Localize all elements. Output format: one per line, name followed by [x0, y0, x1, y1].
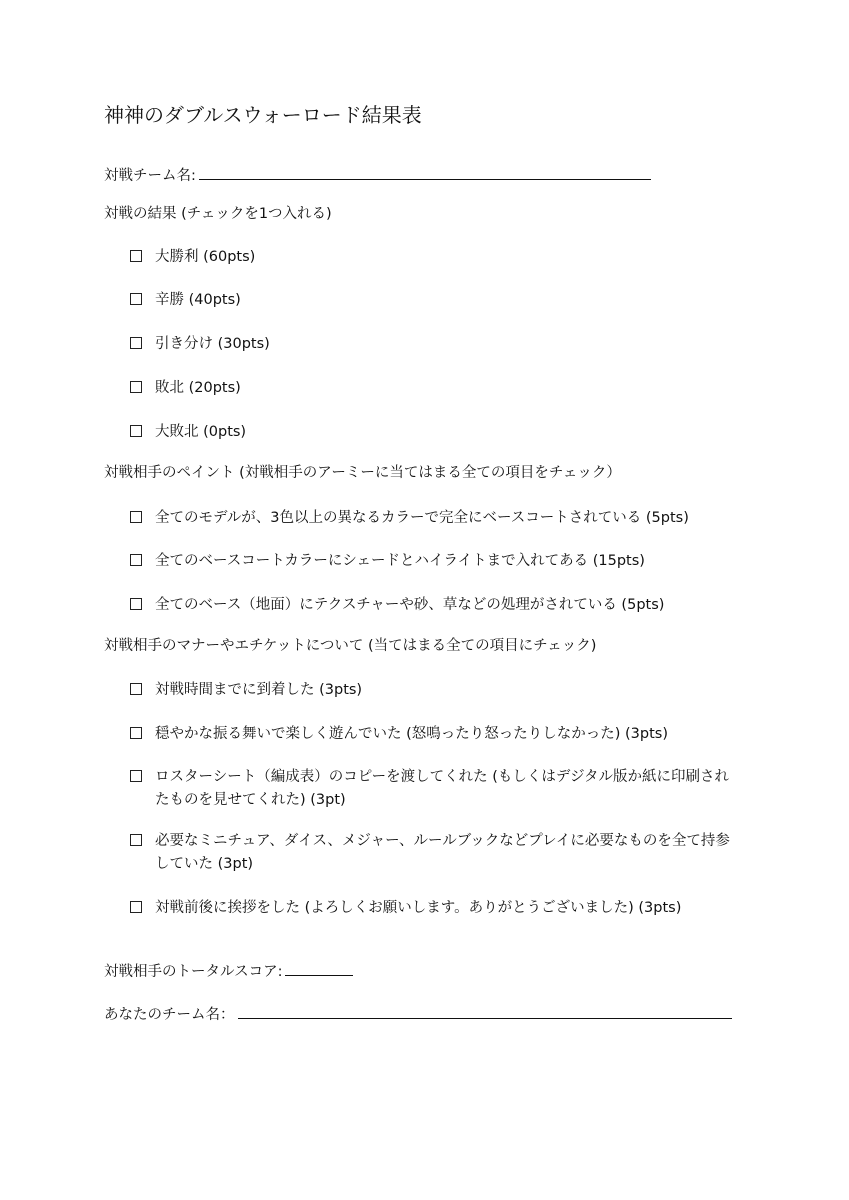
checkbox[interactable]	[130, 901, 142, 913]
checkbox[interactable]	[130, 381, 142, 393]
your-team-blank[interactable]	[238, 1001, 732, 1019]
checkbox[interactable]	[130, 727, 142, 739]
option-label: 対戦時間までに到着した (3pts)	[155, 682, 363, 698]
checkbox[interactable]	[130, 683, 142, 695]
opponent-team-label: 対戦チーム名:	[104, 168, 196, 184]
option-label: ロスターシート（編成表）のコピーを渡してくれた (もしくはデジタル版か紙に印刷されたものを見せてくれた) (3pt)	[155, 769, 730, 808]
option-label: 対戦前後に挨拶をした (よろしくお願いします。ありがとうございました) (3pts)	[155, 900, 682, 916]
checkbox[interactable]	[130, 598, 142, 610]
checkbox[interactable]	[130, 834, 142, 846]
option-label: 大勝利 (60pts)	[155, 249, 256, 265]
checkbox[interactable]	[130, 293, 142, 305]
total-score-row	[104, 958, 353, 983]
result-heading: 対戦の結果 (チェックを1つ入れる)	[104, 206, 332, 222]
your-team-row	[104, 1001, 732, 1026]
option-label: 必要なミニチュア、ダイス、メジャー、ルールブックなどプレイに必要なものを全て持参していた (3pt)	[155, 833, 730, 872]
page-title: 神神のダブルスウォーロード結果表	[104, 103, 422, 127]
option-label: 穏やかな振る舞いで楽しく遊んでいた (怒鳴ったり怒ったりしなかった) (3pts)	[155, 726, 669, 742]
total-score-label: 対戦相手のトータルスコア:	[104, 964, 283, 980]
option-label: 引き分け (30pts)	[155, 336, 270, 352]
checkbox[interactable]	[130, 250, 142, 262]
total-score-blank[interactable]	[285, 958, 353, 976]
option-label: 全てのベース（地面）にテクスチャーや砂、草などの処理がされている (5pts)	[155, 597, 665, 613]
your-team-label: あなたのチーム名：	[104, 1007, 235, 1023]
checkbox[interactable]	[130, 770, 142, 782]
manner-heading: 対戦相手のマナーやエチケットについて (当てはまる全ての項目にチェック)	[104, 638, 597, 654]
checkbox[interactable]	[130, 337, 142, 349]
option-label: 全てのベースコートカラーにシェードとハイライトまで入れてある (15pts)	[155, 553, 645, 569]
option-label: 辛勝 (40pts)	[155, 292, 241, 308]
checkbox[interactable]	[130, 511, 142, 523]
opponent-team-blank[interactable]	[199, 162, 651, 180]
checkbox[interactable]	[130, 425, 142, 437]
option-label: 全てのモデルが、3色以上の異なるカラーで完全にベースコートされている (5pts)	[155, 510, 689, 526]
paint-heading: 対戦相手のペイント (対戦相手のアーミーに当てはまる全ての項目をチェック）	[104, 465, 621, 481]
option-label: 敗北 (20pts)	[155, 380, 241, 396]
option-label: 大敗北 (0pts)	[155, 424, 247, 440]
checkbox[interactable]	[130, 554, 142, 566]
opponent-team-row	[104, 162, 651, 187]
